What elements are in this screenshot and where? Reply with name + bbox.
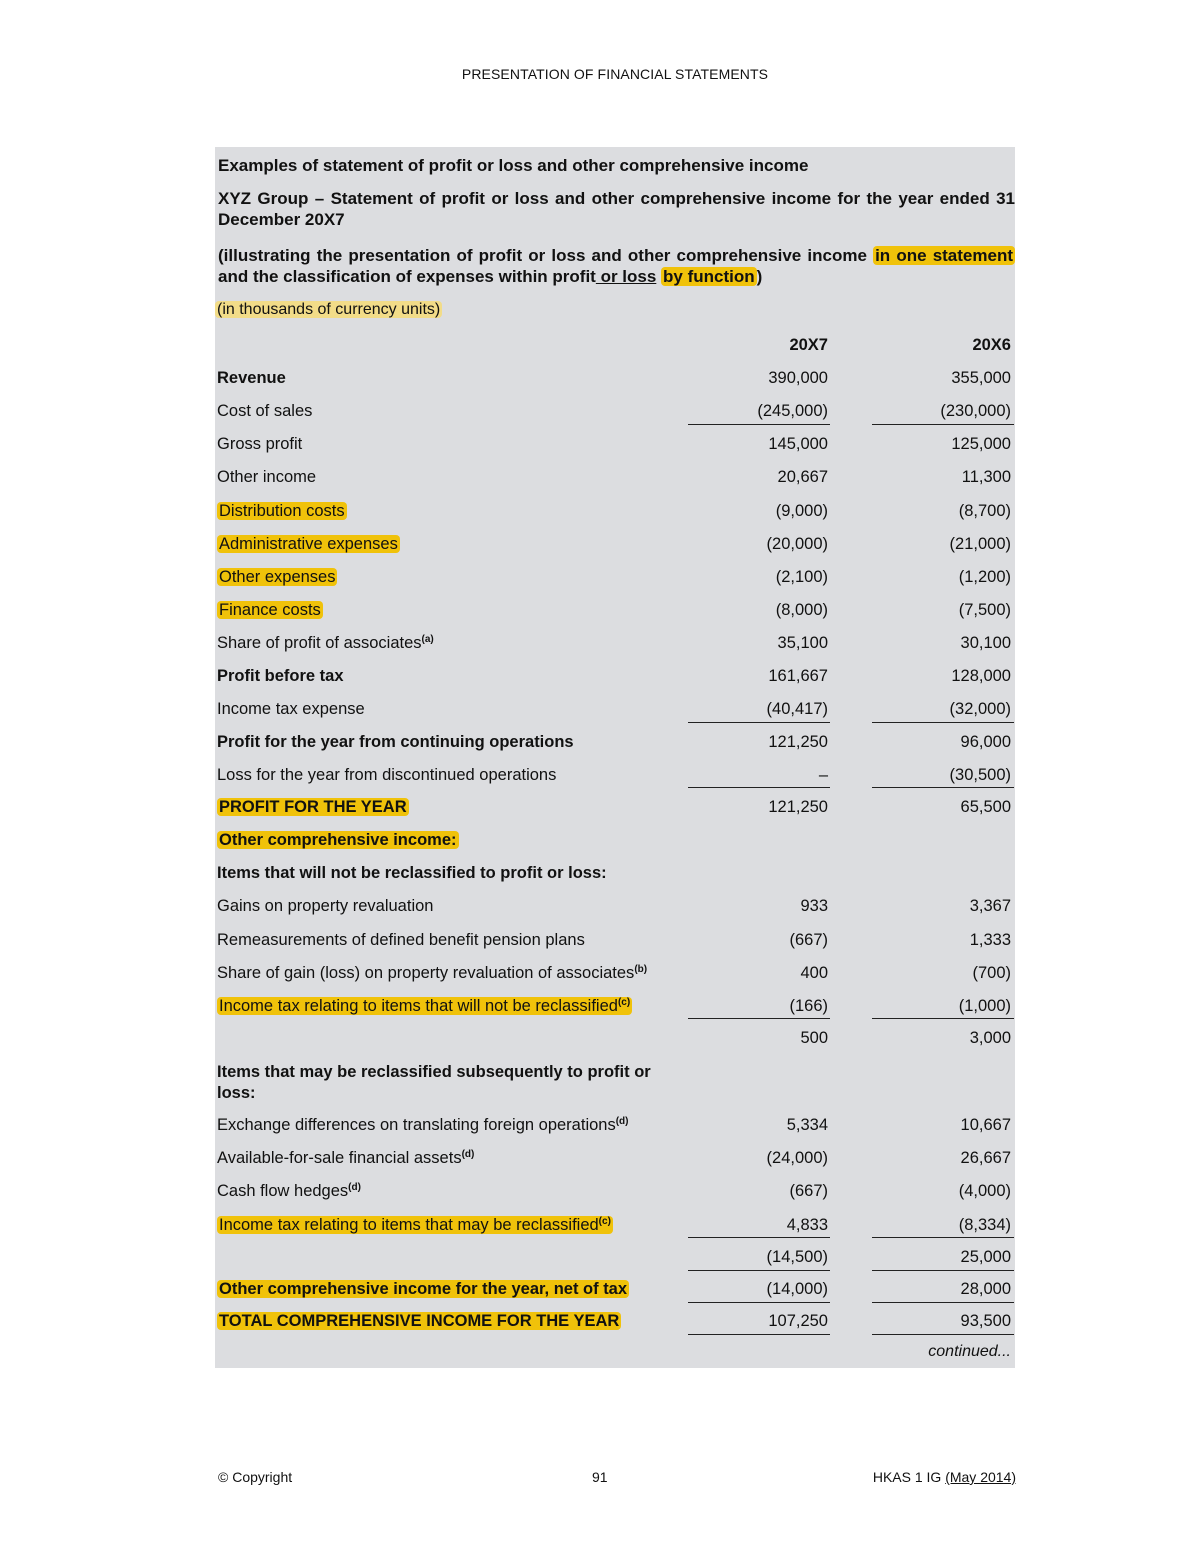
- example-title: Examples of statement of profit or loss and other comprehensive income: [218, 156, 809, 175]
- units-note: (in thousands of currency units): [217, 301, 441, 318]
- row-revenue: Revenue 390,000 355,000: [217, 369, 1011, 387]
- highlight-by-function: by function: [663, 267, 755, 286]
- row-profit-before-tax: Profit before tax 161,667 128,000: [217, 667, 1011, 685]
- underline-20x6: [872, 424, 1014, 425]
- footnote-marker: (d): [461, 1149, 475, 1160]
- statement-title: XYZ Group – Statement of profit or loss and other comprehensive income for the year ended 31 December 20X7: [218, 189, 1015, 229]
- underline-20x7: [688, 1334, 830, 1335]
- row-gains-property-revaluation: Gains on property revaluation 933 3,367: [217, 897, 1011, 915]
- row-profit-continuing-operations: Profit for the year from continuing operations 121,250 96,000: [217, 733, 1011, 751]
- underline-20x7: [688, 424, 830, 425]
- row-income-tax-expense: Income tax expense (40,417) (32,000): [217, 700, 1011, 718]
- underline-20x7: [688, 787, 830, 788]
- row-other-expenses: Other expenses (2,100) (1,200): [219, 568, 1011, 586]
- underline-20x7: [688, 1018, 830, 1019]
- footnote-marker: (c): [598, 1216, 611, 1227]
- underline-20x6: [872, 1018, 1014, 1019]
- footnote-marker: (c): [617, 997, 631, 1008]
- row-cost-of-sales: Cost of sales (245,000) (230,000): [217, 402, 1011, 420]
- footnote-marker: (b): [634, 964, 648, 975]
- continued-note: continued...: [928, 1343, 1011, 1360]
- underline-20x7: [688, 1270, 830, 1271]
- row-oci-net-of-tax: Other comprehensive income for the year, net of tax (14,000) 28,000: [219, 1280, 1011, 1298]
- illustration-note: (illustrating the presentation of profit or loss and other comprehensive income in one statement and the classification of expenses within profit or loss by function ): [218, 246, 1013, 286]
- row-available-for-sale: Available-for-sale financial assets$^{(d)}$ (24,000) 26,667: [217, 1149, 1011, 1167]
- column-header-20x7: 20X7: [789, 336, 828, 354]
- row-remeasurements-pension: Remeasurements of defined benefit pension plans (667) 1,333: [217, 931, 1011, 949]
- row-administrative-expenses: Administrative expenses (20,000) (21,000): [219, 535, 1011, 553]
- highlight-in-one-statement: in one statement: [875, 246, 1013, 265]
- row-profit-for-the-year: PROFIT FOR THE YEAR 121,250 65,500: [219, 798, 1011, 816]
- row-cash-flow-hedges: Cash flow hedges$^{(d)}$ (667) (4,000): [217, 1182, 1011, 1200]
- row-tax-may-be-reclassified: Income tax relating to items that may be reclassified$^{(c)}$ 4,833 (8,334): [219, 1216, 1011, 1234]
- row-items-not-reclassified-heading: Items that will not be reclassified to profit or loss:: [217, 864, 607, 882]
- underline-20x6: [872, 1334, 1014, 1335]
- footnote-marker: (d): [615, 1116, 629, 1127]
- footer-copyright: © Copyright: [218, 1469, 293, 1485]
- row-oci-heading: Other comprehensive income:: [219, 831, 457, 849]
- statement-panel: [215, 147, 1015, 1368]
- row-tax-not-reclassified: Income tax relating to items that will not be reclassified$^{(c)}$ (166) (1,000): [219, 997, 1011, 1015]
- row-subtotal-not-reclassified: 500 3,000: [800, 1029, 1011, 1047]
- underline-20x6: [872, 1270, 1014, 1271]
- underline-20x7: [688, 1237, 830, 1238]
- row-exchange-differences: Exchange differences on translating foreign operations$^{(d)}$ 5,334 10,667: [217, 1116, 1011, 1134]
- row-total-comprehensive-income: TOTAL COMPREHENSIVE INCOME FOR THE YEAR 107,250 93,500: [219, 1312, 1011, 1330]
- row-items-may-be-reclassified-heading: Items that may be reclassified subsequently to profit or loss:: [217, 1063, 651, 1102]
- underline-20x7: [688, 722, 830, 723]
- column-header-row: [215, 333, 1015, 359]
- row-finance-costs: Finance costs (8,000) (7,500): [219, 601, 1011, 619]
- row-loss-discontinued-operations: Loss for the year from discontinued operations – (30,500): [217, 766, 1011, 784]
- row-share-of-profit-associates: Share of profit of associates$^{(a)}$ 35,100 30,100: [217, 634, 1011, 652]
- row-subtotal-may-be-reclassified: (14,500) 25,000: [766, 1248, 1011, 1266]
- underline-20x6: [872, 787, 1014, 788]
- page-header: PRESENTATION OF FINANCIAL STATEMENTS: [461, 66, 769, 82]
- underline-20x6: [872, 722, 1014, 723]
- row-other-income: Other income 20,667 11,300: [217, 468, 1011, 486]
- row-distribution-costs: Distribution costs (9,000) (8,700): [219, 502, 1011, 520]
- underline-20x6: [872, 1237, 1014, 1238]
- footer-reference: HKAS 1 IG (May 2014): [872, 1469, 1016, 1485]
- underline-20x6: [872, 1302, 1014, 1303]
- underline-20x7: [688, 1302, 830, 1303]
- row-gross-profit: Gross profit 145,000 125,000: [217, 435, 1011, 453]
- row-share-gain-associates: Share of gain (loss) on property revaluation of associates$^{(b)}$ 400 (700): [217, 964, 1011, 982]
- footnote-marker: (d): [348, 1182, 361, 1193]
- footer-page-number: 91: [592, 1469, 608, 1485]
- footnote-marker: (a): [421, 634, 434, 645]
- column-header-20x6: 20X6: [972, 336, 1011, 354]
